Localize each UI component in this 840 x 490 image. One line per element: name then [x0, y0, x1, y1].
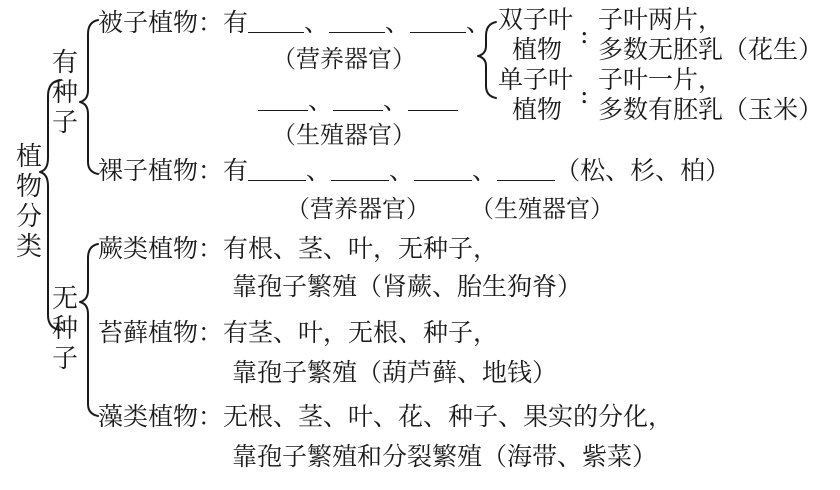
angiosperm-label: 被子植物：有: [98, 8, 249, 37]
gymno-blank-3: [414, 158, 472, 181]
gymnosperm-label: 裸子植物：有: [98, 156, 249, 185]
algae-line-2: 靠孢子繁殖和分裂繁殖（海带、紫菜）: [232, 442, 658, 471]
gymno-blank-1: [248, 158, 306, 181]
angio-blank-1: [248, 10, 304, 33]
dicot-colon: :: [580, 20, 589, 49]
fern-line-1: 有根、茎、叶，无种子，: [223, 234, 499, 263]
gymno-blank-2: [331, 158, 389, 181]
monocot-colon: :: [580, 80, 589, 109]
monocot-label-2: 植物: [512, 95, 563, 124]
root-label: 植 物 分 类: [15, 142, 42, 262]
fern-label: 蕨类植物：: [98, 234, 224, 263]
seed-plants-label: 有 种 子: [51, 48, 78, 138]
angio-rep-blanks: 、 、: [258, 86, 458, 116]
moss-label: 苔藓植物：: [98, 318, 224, 347]
dicot-label-2: 植物: [512, 35, 563, 64]
angio-blank-6: [408, 88, 458, 111]
monocot-desc-2: 多数有胚乳（玉米）: [598, 95, 824, 124]
gymno-examples: （松、杉、柏）: [555, 156, 731, 185]
algae-row: [98, 402, 673, 432]
monocot-desc-1: 子叶一片，: [598, 65, 724, 94]
angio-veg-caption: （营养器官）: [272, 45, 416, 73]
gymno-veg-caption: （营养器官）: [286, 195, 430, 223]
angio-blank-5: [333, 88, 383, 111]
moss-line-2: 靠孢子繁殖（葫芦藓、地钱）: [232, 358, 558, 387]
gymno-rep-caption: （生殖器官）: [470, 195, 614, 223]
algae-line-1: 无根、茎、叶、花、种子、果实的分化，: [223, 402, 674, 431]
fern-row: [98, 234, 498, 264]
angio-blank-2: [329, 10, 385, 33]
angio-blank-3: [410, 10, 466, 33]
monocot-label-1: 单子叶: [498, 65, 574, 94]
fern-line-2: 靠孢子繁殖（肾蕨、胎生狗脊）: [232, 272, 583, 301]
dicot-desc-1: 子叶两片，: [598, 5, 724, 34]
gymnosperm-row: 裸子植物：有 、 、 、 （松、杉、柏）: [98, 156, 731, 185]
moss-row: [98, 318, 498, 348]
angio-rep-caption: （生殖器官）: [272, 121, 416, 149]
moss-line-1: 有茎、叶，无根、种子，: [223, 318, 499, 347]
algae-label: 藻类植物：: [98, 402, 224, 431]
dicot-label-1: 双子叶: [498, 5, 574, 34]
gymno-blank-4: [497, 158, 555, 181]
angio-blank-4: [258, 88, 308, 111]
seed-brace: [80, 20, 98, 174]
angiosperm-row: 被子植物：有 、 、 、: [98, 8, 492, 37]
seedless-plants-label: 无 种 子: [51, 284, 78, 374]
dicot-desc-2: 多数无胚乳（花生）: [598, 35, 824, 64]
noseed-brace: [80, 244, 98, 416]
